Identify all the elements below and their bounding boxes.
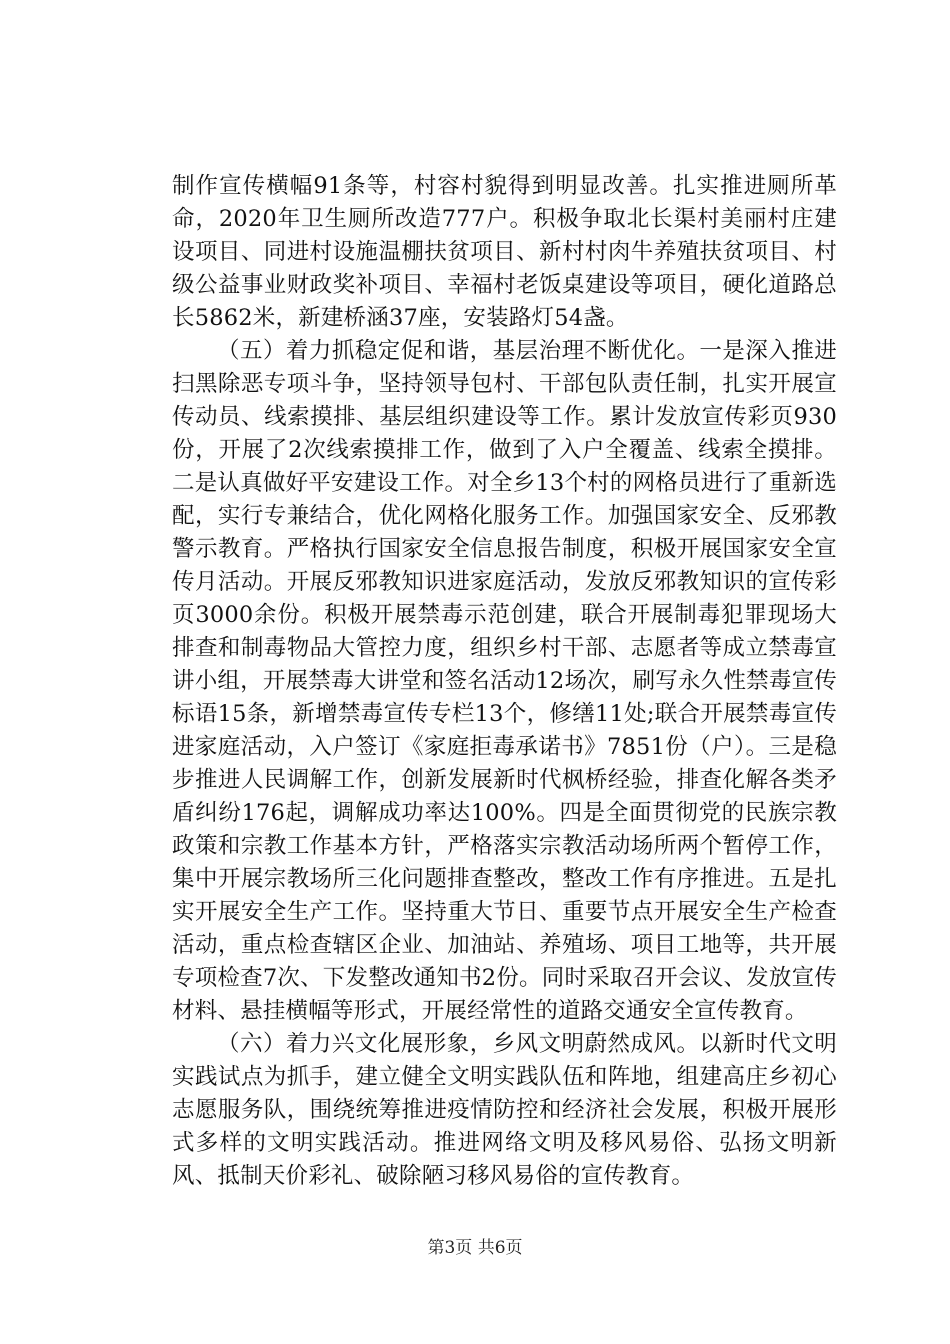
page-number-label: 第3页 共6页 — [427, 1238, 523, 1258]
paragraph-continuation: 制作宣传横幅91条等，村容村貌得到明显改善。扎实推进厕所革命，2020年卫生厕所改造777户。积极争取北长渠村美丽村庄建设项目、同进村设施温棚扶贫项目、新村村肉牛养殖扶贫项目、村级公益事业财政奖补项目、幸福村老饭桌建设等项目，硬化道路总长5862米，新建桥涵37座，安装路灯54盏。 — [172, 173, 837, 331]
page-footer — [0, 1237, 950, 1259]
document-body — [172, 170, 837, 1193]
paragraph-section-five: （五）着力抓稳定促和谐，基层治理不断优化。一是深入推进扫黑除恶专项斗争，坚持领导包村、干部包队责任制，扎实开展宣传动员、线索摸排、基层组织建设等工作。累计发放宣传彩页930份，开展了2次线索摸排工作，做到了入户全覆盖、线索全摸排。二是认真做好平安建设工作。对全乡13个村的网格员进行了重新选配，实行专兼结合，优化网格化服务工作。加强国家安全、反邪教警示教育。严格执行国家安全信息报告制度，积极开展国家安全宣传月活动。开展反邪教知识进家庭活动，发放反邪教知识的宣传彩页3000余份。积极开展禁毒示范创建，联合开展制毒犯罪现场大排查和制毒物品大管控力度，组织乡村干部、志愿者等成立禁毒宣讲小组，开展禁毒大讲堂和签名活动12场次，刷写永久性禁毒宣传标语15条，新增禁毒宣传专栏13个，修缮11处;联合开展禁毒宣传进家庭活动，入户签订《家庭拒毒承诺书》7851份（户）。三是稳步推进人民调解工作，创新发展新时代枫桥经验，排查化解各类矛盾纠纷176起，调解成功率达100%。四是全面贯彻党的民族宗教政策和宗教工作基本方针，严格落实宗教活动场所两个暂停工作，集中开展宗教场所三化问题排查整改，整改工作有序推进。五是扎实开展安全生产工作。坚持重大节日、重要节点开展安全生产检查活动，重点检查辖区企业、加油站、养殖场、项目工地等，共开展专项检查7次、下发整改通知书2份。同时采取召开会议、发放宣传材料、悬挂横幅等形式，开展经常性的道路交通安全宣传教育。 — [172, 338, 837, 1024]
paragraph-section-six: （六）着力兴文化展形象，乡风文明蔚然成风。以新时代文明实践试点为抓手，建立健全文明实践队伍和阵地，组建高庄乡初心志愿服务队，围绕统筹推进疫情防控和经济社会发展，积极开展形式多样的文明实践活动。推进网络文明及移风易俗、弘扬文明新风、抵制天价彩礼、破除陋习移风易俗的宣传教育。 — [172, 1031, 837, 1189]
